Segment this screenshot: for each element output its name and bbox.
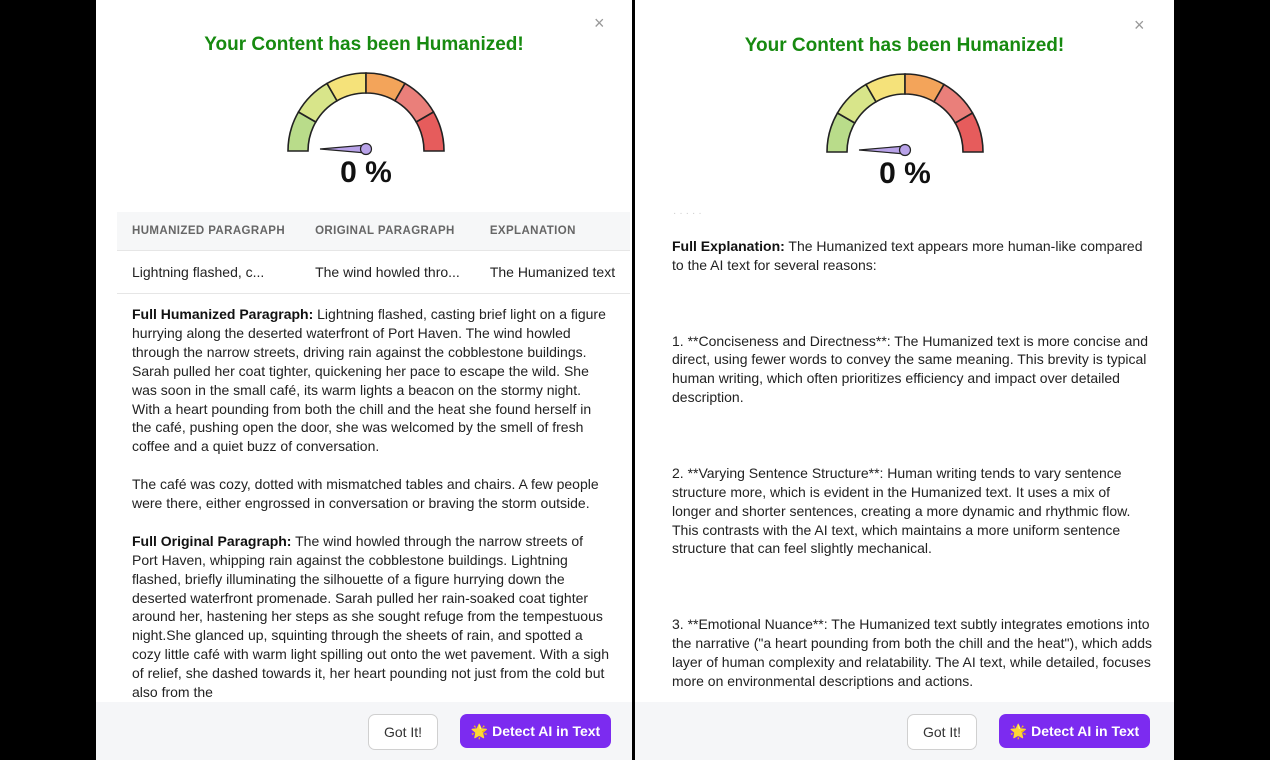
table-row[interactable] (117, 251, 630, 294)
col-header-humanized: HUMANIZED PARAGRAPH (117, 212, 300, 251)
detect-ai-button[interactable]: 🌟 Detect AI in Text (460, 714, 611, 748)
explanation-label: Full Explanation: (672, 238, 785, 254)
humanized-modal-left (96, 0, 632, 760)
score-percent: 0 % (879, 157, 931, 190)
humanized-label: Full Humanized Paragraph: (132, 306, 314, 322)
original-label: Full Original Paragraph: (132, 532, 292, 549)
cell-original: The wind howled thro... (300, 251, 475, 294)
original-text: The wind howled through the narrow streets of Port Haven, whipping rain against the cobblestone buildings. Lightning flashed, briefly illuminating the silhouette of a figure hurrying down the deserted waterfront promenade. Sarah pulled her rain-soaked coat tighter around her, hastening her steps as she sought refuge from the tempestuous night.She glanced up, squinting through the sheets of rain, and spotted a cozy little café with warm light spilling out onto the wet pavement. With a sigh of relief, she dashed towards it, her heart pounding not just from the cold but also from the (132, 532, 609, 701)
gauge-hub (900, 145, 911, 156)
got-it-button[interactable]: Got It! (907, 714, 977, 750)
explanation-point-3: 3. **Emotional Nuance**: The Humanized text subtly integrates emotions into the narrative ("a heart pounding from both the chill and the heat"), which adds layer of human complexity and relatability. The AI text, while detailed, focuses more on environmental descriptions and actions. (672, 616, 1153, 689)
humanized-text: Lightning flashed, casting brief light on a figure hurrying along the deserted waterfront of Port Haven. The wind howled through the narrow streets, driving rain against the cobblestone buildings. Sarah pulled her coat tighter, quickening her pace to escape the wild. She was soon in the small café, its warm lights a beacon on the stormy night. With a heart pounding from both the chill and the heat she found herself in the café, pushing open the door, she was welcomed by the smell of fresh coffee and a quiet buzz of conversation. (132, 306, 606, 455)
cell-humanized: Lightning flashed, c... (117, 251, 300, 294)
close-icon[interactable]: × (1134, 15, 1145, 35)
humanized-modal-right (635, 0, 1174, 760)
modal-title: Your Content has been Humanized! (744, 35, 1065, 56)
col-header-original: ORIGINAL PARAGRAPH (300, 212, 475, 251)
humanized-text-2: The café was cozy, dotted with mismatched tables and chairs. A few people were there, either engrossed in conversation or braving the storm outside. (132, 476, 599, 512)
explanation-point-1: 1. **Conciseness and Directness**: The Humanized text is more concise and direct, using fewer words to convey the same meaning. This brevity is typical human writing, which often prioritizes efficiency and impact over detailed description. (672, 332, 1148, 406)
full-explanation (672, 237, 1152, 275)
table-header-row (117, 212, 630, 251)
gauge-needle (320, 145, 366, 153)
gauge-needle (859, 146, 905, 154)
paragraph-scroll-area[interactable] (132, 305, 612, 701)
cell-explanation: The Humanized text (475, 251, 630, 294)
comparison-table (117, 212, 630, 294)
detect-ai-button[interactable]: 🌟 Detect AI in Text (999, 714, 1150, 748)
gauge-hub (361, 144, 372, 155)
humanized-score-gauge (286, 62, 446, 158)
modal-footer (96, 702, 632, 760)
modal-footer (635, 702, 1174, 760)
explanation-scroll-area[interactable] (672, 237, 1153, 689)
got-it-button[interactable]: Got It! (368, 714, 438, 750)
score-percent: 0 % (340, 156, 392, 189)
full-humanized-paragraph (132, 305, 612, 456)
explanation-intro: The Humanized text appears more human-like compared to the AI text for several reasons: (672, 238, 1143, 273)
humanized-score-gauge (825, 63, 985, 159)
modal-title: Your Content has been Humanized! (204, 34, 524, 55)
close-icon[interactable]: × (594, 13, 605, 33)
explanation-point-2: 2. **Varying Sentence Structure**: Human writing tends to vary sentence structure more, which is evident in the Humanized text. It uses a mix of longer and shorter sentences, creating a more dynamic and rhythmic flow. This contrasts with the AI text, which maintains a more uniform sentence structure that can feel slightly mechanical. (672, 464, 1131, 557)
full-original-paragraph (132, 532, 612, 702)
scroll-fade-dots: ····· (673, 208, 705, 219)
col-header-explanation: EXPLANATION (475, 212, 630, 251)
